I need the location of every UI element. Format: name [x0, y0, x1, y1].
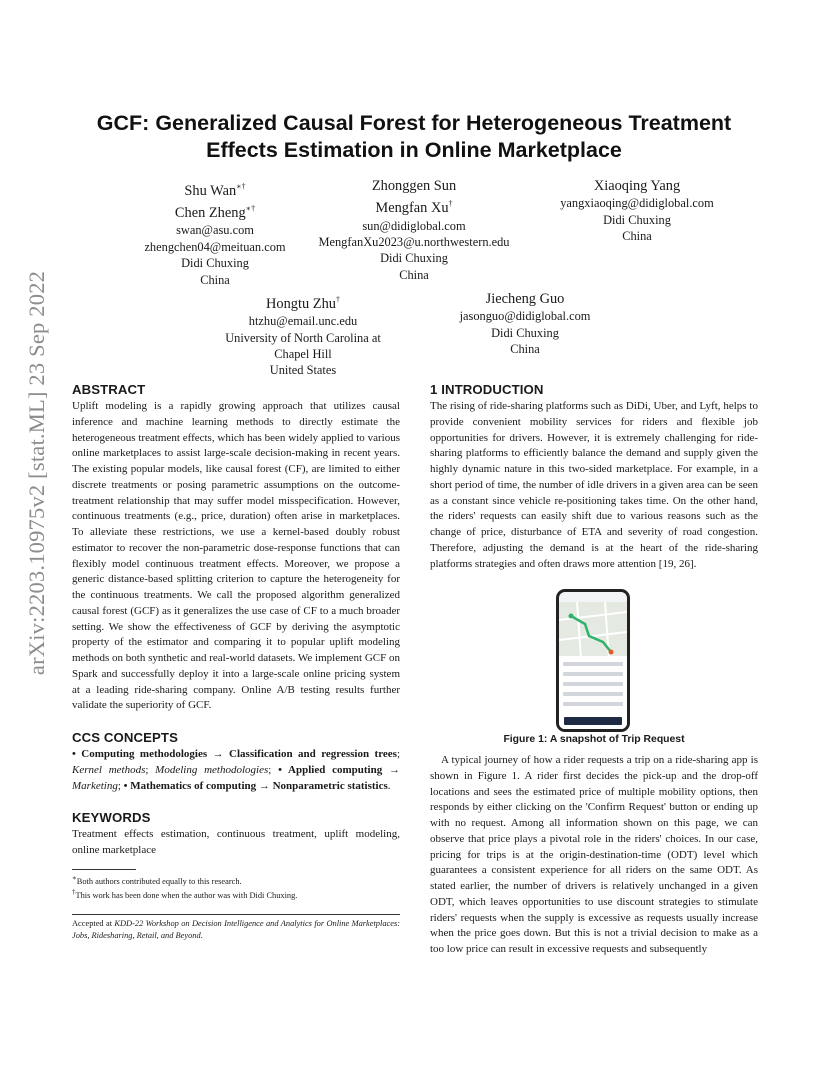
author-block-4 [187, 291, 419, 379]
keywords-heading: KEYWORDS [72, 810, 151, 826]
author-mark: † [335, 295, 340, 304]
ccs-part: ; [268, 763, 279, 776]
right-column [430, 381, 758, 572]
ccs-part: Modeling methodologies [155, 763, 269, 776]
arxiv-stamp-text: arXiv:2203.10975v2 [stat.ML] 23 Sep 2022 [24, 270, 49, 676]
abstract-heading: ABSTRACT [72, 382, 146, 397]
left-column [72, 381, 400, 941]
ride-options-sheet [559, 656, 627, 729]
figure-1-caption: Figure 1: A snapshot of Trip Request [503, 734, 685, 745]
ccs-part: Kernel methods [72, 763, 146, 776]
arxiv-stamp [22, 270, 52, 676]
footnote-text: This work has been done when the author was with Didi Chuxing. [75, 890, 298, 900]
ccs-part: Marketing [72, 779, 118, 792]
author-name: Hongtu Zhu [266, 295, 336, 312]
accepted-suffix: . [200, 930, 203, 940]
ccs-part: ; [396, 748, 400, 760]
author-email: jasonguo@didiglobal.com [459, 309, 591, 324]
author-country: China [510, 342, 540, 357]
keywords-text: Treatment effects estimation, continuous treatment, uplift modeling, online marketplace [72, 828, 400, 856]
ccs-part: ; [145, 763, 156, 776]
author-email: zhengchen04@meituan.com [144, 239, 286, 254]
author-name: Xiaoqing Yang [593, 178, 681, 194]
accepted-rule [72, 914, 400, 915]
intro-heading: 1 INTRODUCTION [430, 382, 544, 397]
author-country: United States [269, 363, 337, 378]
author-mark: ∗† [236, 182, 246, 191]
title-line-2: Effects Estimation in Online Marketplace [206, 138, 622, 162]
footnote-text: Both authors contributed equally to this research. [76, 876, 242, 886]
ccs-part: • Computing methodologies → Classification and regression trees [72, 748, 397, 760]
ride-option-row [563, 682, 623, 686]
author-block-3 [522, 178, 752, 245]
paper-title [72, 110, 756, 164]
figure-1-phone-snapshot [556, 589, 630, 732]
ccs-part: ; [117, 779, 124, 792]
right-column-continued [430, 753, 758, 958]
author-country: China [200, 272, 230, 287]
author-email: yangxiaoqing@didiglobal.com [560, 196, 714, 211]
author-email: swan@asu.com [176, 223, 254, 238]
author-affiliation: University of North Carolina at [225, 330, 381, 345]
ride-option-row [563, 672, 623, 676]
author-name: Zhonggen Sun [371, 178, 457, 194]
author-affiliation: Didi Chuxing [603, 212, 671, 227]
footnote-mark: † [72, 887, 76, 896]
accepted-note [72, 918, 400, 941]
title-line-1: GCF: Generalized Causal Forest for Heterogeneous Treatment [96, 111, 732, 135]
footnote-2 [72, 887, 400, 901]
author-name: Chen Zheng [174, 205, 246, 221]
intro-paragraph-2: A typical journey of how a rider requests a trip on a ride-sharing app is shown in Figure 1. A rider first decides the pick-up and the drop-off locations and sees the estimated price of multiple mobility options, then responds by either clicking on the 'Confirm Request' button or ending up with no request. Among all information shown on this page, we can observe that price plays a pivotal role in the riders' choices. In our case, pricing for trips is at the origin-destination-time (ODT) level which guarantees a consistent experience for all riders on the same ODT. As stated earlier, the number of drivers is relatively unchanged in a given ODT, which leaves opportunities to use discount strategies to stimulate riders' requests when the supply is excessive as requests usually increase when the price goes down. But this is not a trivial decision to make as a too low price can result in excessive requests and subsequently [430, 754, 758, 955]
author-mark: ∗† [245, 204, 256, 214]
ride-option-row [563, 702, 623, 706]
author-email: htzhu@email.unc.edu [248, 314, 358, 329]
intro-paragraph-1: The rising of ride-sharing platforms such as DiDi, Uber, and Lyft, helps to provide convenient mobility services for riders and flexible job opportunities for drivers. However, it is extremely challenging for ride-sharing platforms to efficiently balance the demand and supply given the highly dynamic nature in this two-sided marketplace. For example, in a short period of time, the number of idle drivers in a given area can be seen as a constant since vehicle re-positioning takes time. On the other hand, the riders' requests can easily shift due to various reasons such as the change of price, disturbance of ETA and severity of road congestion. Therefore, adjusting the demand is at the heart of the ride-sharing platforms strategies and often draws more attention [19, 26]. [430, 400, 758, 570]
ccs-part: • Mathematics of computing → Nonparametric statistics [123, 779, 388, 792]
ccs-text [72, 747, 400, 794]
author-name: Mengfan Xu [375, 200, 449, 217]
ccs-part: . [387, 779, 391, 792]
author-block-2 [290, 178, 538, 283]
author-affiliation: Didi Chuxing [491, 325, 559, 340]
footnote-rule [72, 869, 136, 870]
author-country: China [399, 267, 429, 282]
abstract-text: Uplift modeling is a rapidly growing approach that utilizes causal inference and machine learning methods to directly estimate the heterogeneous treatment effects, which has been widely applied to various online marketplaces to assist large-scale decision-making in recent years. The existing popular models, like causal forest (CF), are limited to either discrete treatments or posing parametric assumptions on the outcome-treatment relationship that may suffer model misspecification. However, continuous treatments (e.g., price, duration) often arise in marketplaces. To alleviate these restrictions, we use a kernel-based doubly robust estimator to recover the non-parametric dose-response functions that can flexibly model continuous treatment effects. Moreover, we propose a generic distance-based splitting criterion to capture the heterogeneity for the continuous treatments. We call the proposed algorithm generalized causal forest (GCF) as it generalizes the use case of CF to a much broader setting. We show the effectiveness of GCF by deriving the asymptotic property of the estimator and comparing it to popular uplift modeling methods on both synthetic and real-world datasets. We implement GCF on Spark and successfully deploy it into a large-scale online pricing system at a leading ride-sharing company. Online A/B testing results further validate the superiority of GCF. [72, 400, 400, 712]
author-name: Shu Wan [184, 182, 237, 199]
author-country: China [622, 229, 652, 244]
author-affiliation: Chapel Hill [274, 347, 332, 362]
ccs-heading: CCS CONCEPTS [72, 730, 178, 745]
ccs-part: • Applied computing → [278, 763, 400, 776]
author-block-5 [410, 291, 640, 358]
accepted-venue: KDD-22 Workshop on Decision Intelligence and Analytics for Online Marketplaces: Jobs, Ridesharing, Retail, and Beyond [72, 919, 400, 940]
author-email: MengfanXu2023@u.northwestern.edu [318, 235, 510, 250]
author-affiliation: Didi Chuxing [380, 251, 448, 266]
route-map-icon [559, 602, 627, 658]
confirm-request-button [564, 717, 622, 725]
author-mark: † [448, 199, 453, 209]
map-area [559, 602, 627, 658]
footnote-mark: ∗ [72, 873, 77, 882]
ride-option-row [563, 662, 623, 666]
footnote-1 [72, 873, 400, 887]
author-affiliation: Didi Chuxing [181, 256, 249, 271]
accepted-prefix: Accepted at [72, 919, 115, 929]
author-email: sun@didiglobal.com [362, 218, 466, 233]
ride-option-row [563, 692, 623, 696]
author-name: Jiecheng Guo [485, 291, 565, 307]
